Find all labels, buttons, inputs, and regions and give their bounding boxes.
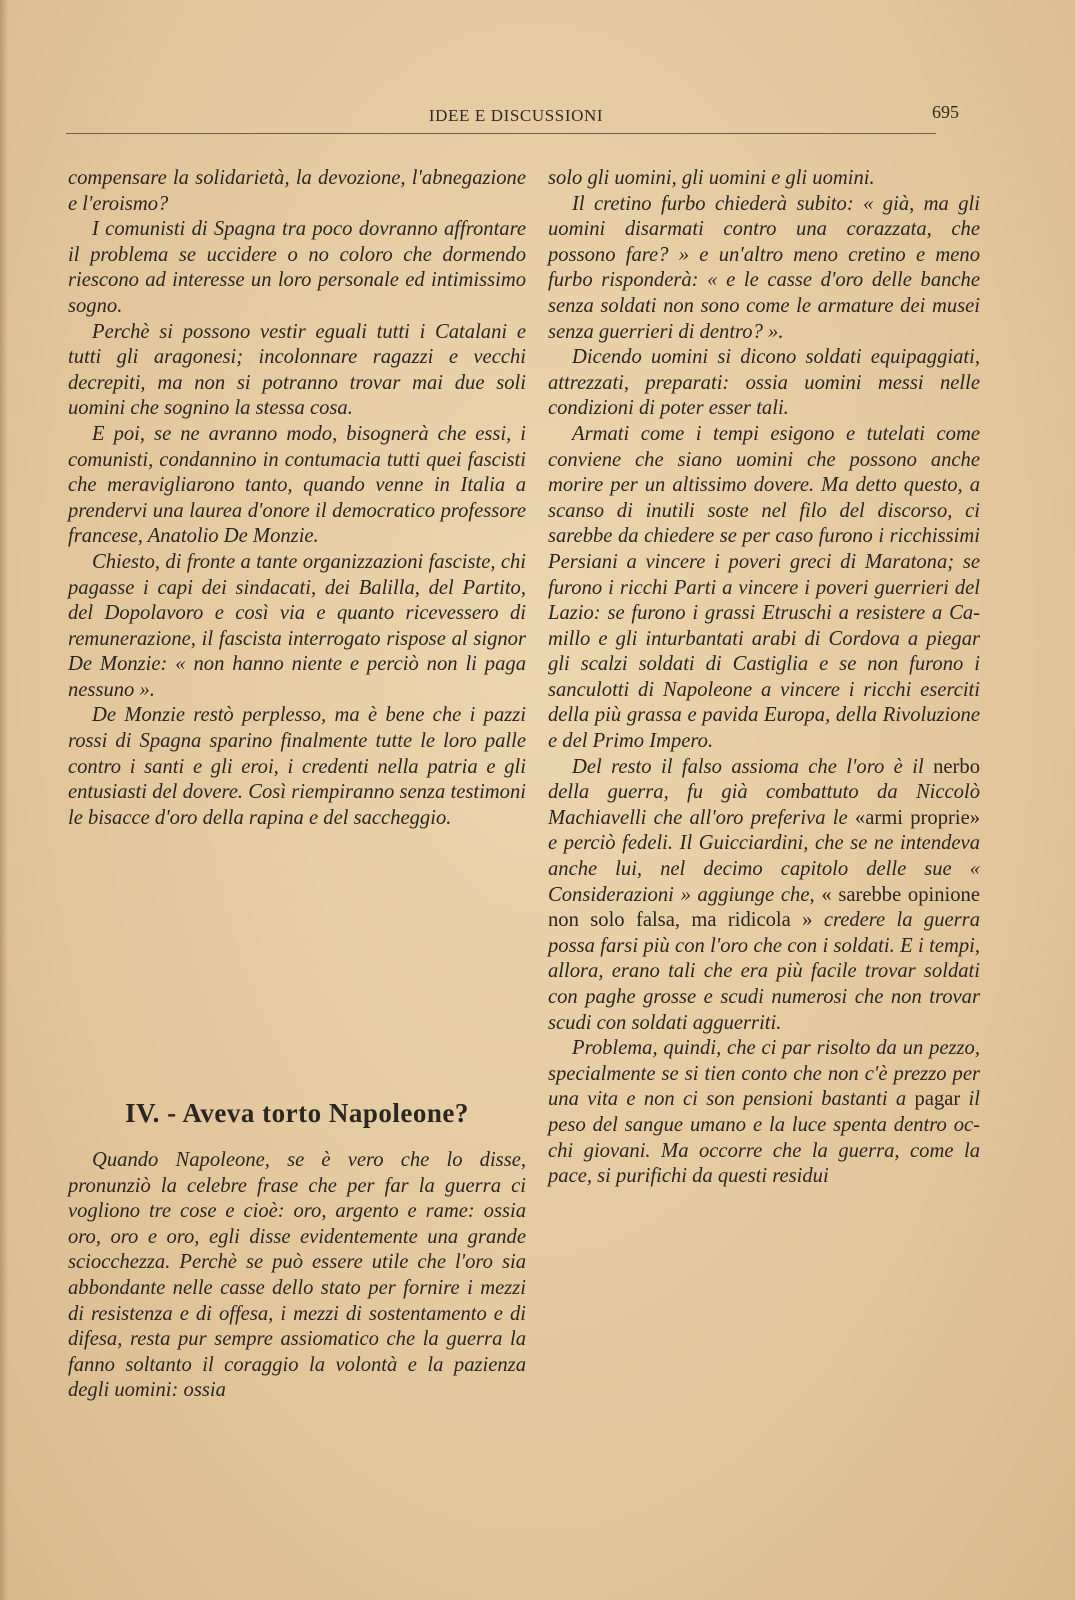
paragraph: E poi, se ne avranno modo, bisognerà che essi, i comunisti, condannino in contumacia tutti quei fascisti che meravigliarono tanto, quando venne in Italia a prendervi una laurea d'onore il democratico professore francese, Anatolio De Monzie. (68, 422, 526, 548)
text-run-roman: pagar (914, 1088, 961, 1111)
left-column-section (68, 1148, 526, 1404)
paragraph (548, 755, 980, 1037)
running-head: IDEE E DISCUSSIONI (428, 106, 604, 125)
paragraph: compensare la solidarietà, la devozione, l'abnegazione e l'eroismo? (68, 167, 526, 215)
text-run-roman: « sarebbe opinione non solo falsa, ma ridicola » (548, 883, 980, 932)
page-spine-shadow (0, 0, 8, 1600)
paragraph: Chiesto, di fronte a tante organizzazioni fasciste, chi pagasse i capi dei sindacati, dei Balilla, del Partito, del Dopolavoro e così via e quanto ricevessero di remunerazione, il fascista interrogato rispose al signor De Monzie: « non hanno niente e perciò non li paga nessuno ». (68, 550, 526, 701)
header-rule (66, 133, 936, 134)
text-run: della guerra, fu già combattuto da Niccolò Machiavelli che all'oro preferiva le (548, 781, 980, 829)
page-number: 695 (932, 102, 959, 122)
text-run: credere la guerra possa farsi più con l'oro che con i soldati. E i tempi, allora, erano tali che era più facile trovar soldati con paghe grosse e scudi numerosi che non trovar scudi con soldati agguerriti. (548, 909, 980, 1034)
text-run: Del resto il falso assioma che l'oro è il (572, 755, 934, 778)
paragraph: De Monzie restò perplesso, ma è bene che i pazzi rossi di Spagna sparino finalmente tutte le loro palle contro i santi e gli eroi, i credenti nella patria e gli entusiasti del dovere. Così riempiranno senza testimoni le bisacce d'oro della rapina e del saccheggio. (68, 704, 526, 829)
right-column (548, 166, 980, 1190)
text-run-roman: «armi proprie» (854, 806, 981, 829)
paragraph: Quando Napoleone, se è vero che lo disse, pronunziò la celebre frase che per far la guerra ci vogliono tre cose e cioè: oro, argento e rame: ossia oro, oro e oro, egli disse evidentemente una grande sciocchezza. Perchè se può essere utile che l'oro sia abbondante nelle casse dello stato per fornire i mezzi di resistenza e di offesa, i mezzi di sostentamento e di difesa, resta pur sempre assiomatico che la guerra la fanno soltanto il coraggio la volontà e la pazienza degli uomini: ossia (68, 1149, 526, 1402)
text-run: il peso del sangue umano e la luce spenta dentro occhi giovani. Ma occorre che la guerra, come la pace, si purifichi da questi residui (548, 1088, 981, 1188)
paragraph (548, 1036, 980, 1190)
paragraph: solo gli uomini, gli uomini e gli uomini. (548, 167, 875, 189)
page-header (66, 100, 966, 130)
text-run: Problema, quindi, che ci par risolto da un pezzo, specialmente se si tien conto che non c'è prezzo per una vita e non ci son pensioni bastanti a (548, 1037, 980, 1111)
paragraph: Armati come i tempi esigono e tutelati come conviene che siano uomini che possono anche morire per un altissimo dovere. Ma detto questo, a scanso di inutili soste nel filo del discorso, ci sarebbe da chiedere se per caso furono i ricchissimi Persiani a vincere i poveri greci di Maratona; se furono i ricchi Parti a vincere i poveri guerrieri del Lazio: se furono i grassi Etruschi a resistere a Camillo e gli inturbantati arabi di Cordova a piegar gli scalzi soldati di Castiglia e se non furono i sanculotti di Napoleone a vincere i ricchi eserciti della più grassa e pavida Europa, della Rivoluzione e del Primo Impero. (548, 422, 980, 753)
text-run: e perciò fedeli. Il Guicciardini, che se ne intendeva anche lui, nel decimo capitolo delle sue « Considerazioni » aggiunge che, (548, 832, 980, 906)
paragraph: Dicendo uomini si dicono soldati equipaggiati, attrezzati, preparati: ossia uomini messi nelle condizioni di poter esser tali. (548, 346, 980, 420)
paragraph: Perchè si possono vestir eguali tutti i Catalani e tutti gli aragonesi; incolonnare ragazzi e vecchi decrepiti, ma non si potranno trovar mai due soli uomini che sognino la stessa cosa. (68, 320, 526, 420)
paragraph: I comunisti di Spagna tra poco dovranno affrontare il problema se uccidere o no coloro che dormendo riescono ad interesse un loro personale ed intimissimo sogno. (68, 218, 526, 317)
section-heading: IV. - Aveva torto Napoleone? (125, 1098, 469, 1128)
paragraph: Il cretino furbo chiederà subito: « già, ma gli uomini disarmati contro una corazzata, che possono fare? » e un'altro meno cretino e meno furbo risponderà: « e le casse d'oro delle banche senza soldati non sono come le armature dei musei senza guerrieri di dentro? ». (548, 192, 980, 343)
left-column (68, 166, 526, 831)
text-run-roman: nerbo (933, 755, 980, 778)
